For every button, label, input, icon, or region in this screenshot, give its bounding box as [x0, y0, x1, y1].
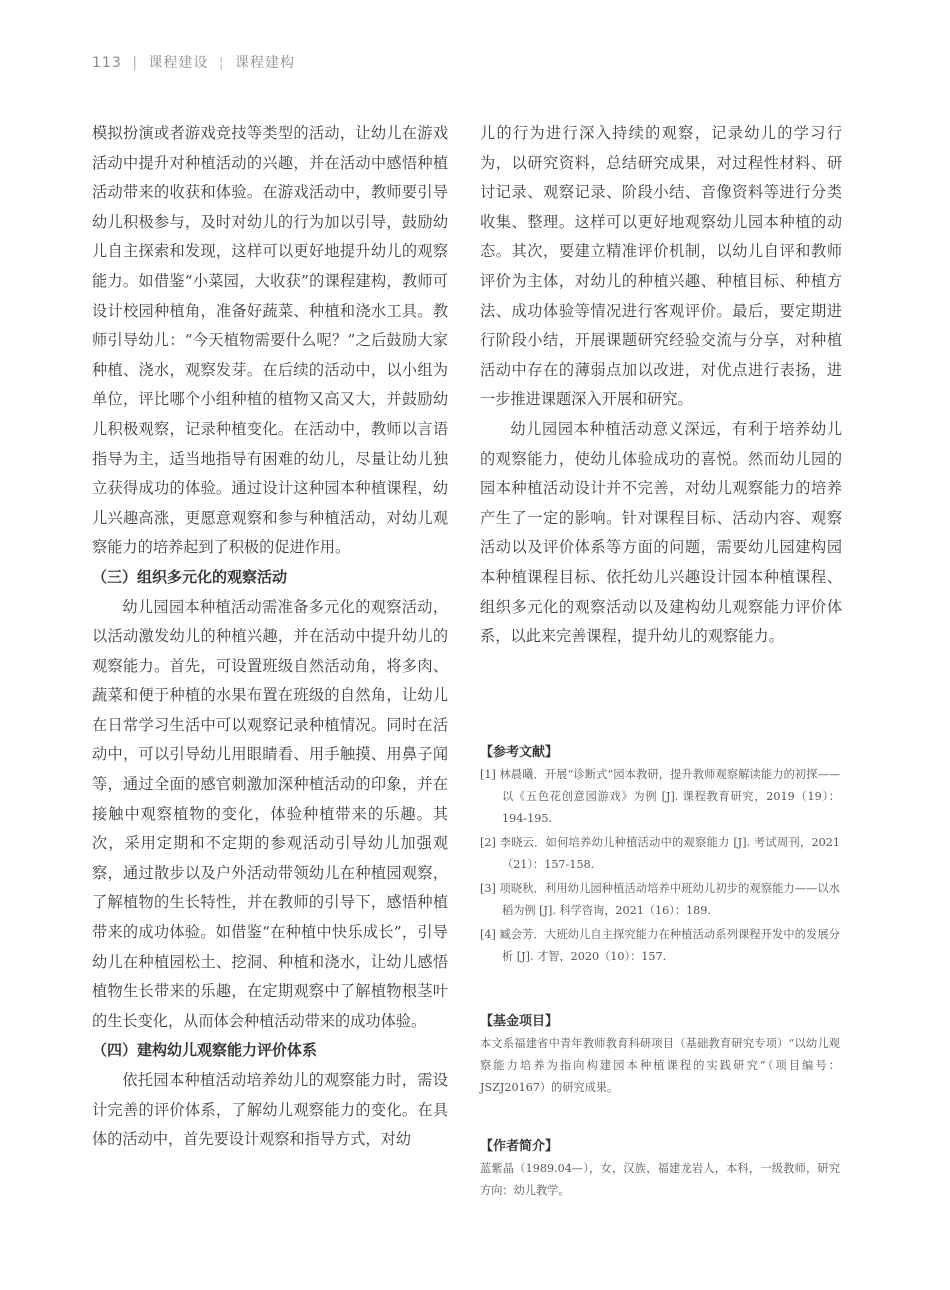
header-section: 课程建设 — [148, 55, 209, 71]
author-text: 蓝紫晶（1989.04—），女，汉族，福建龙岩人，本科，一级教师，研究方向：幼儿教学。 — [480, 1162, 840, 1197]
reference-item: [1] 林晨曦．开展“诊断式”园本教研，提升教师观察解读能力的初探——以《五色花创意园游戏》为例 [J]. 课程教育研究，2019（19）：194-195. — [480, 768, 840, 825]
fund-section — [480, 1010, 840, 1099]
header-separator: | — [132, 55, 138, 71]
header-subsection: 课程建构 — [234, 55, 295, 71]
header-separator: ¦ — [218, 55, 225, 71]
reference-item: [2] 李晓云．如何培养幼儿种植活动中的观察能力 [J]. 考试周刊，2021（21）：157-158. — [480, 836, 840, 871]
running-header — [92, 52, 295, 72]
right-column — [480, 119, 842, 652]
fund-title: 【基金项目】 — [480, 1014, 559, 1029]
paragraph: 模拟扮演或者游戏竞技等类型的活动，让幼儿在游戏活动中提升对种植活动的兴趣，并在活动中感悟种植活动带来的收获和体验。在游戏活动中，教师要引导幼儿积极参与，及时对幼儿的行为加以引导，鼓励幼儿自主探索和发现，这样可以更好地提升幼儿的观察能力。如借鉴“小菜园，大收获”的课程建构，教师可设计校园种植角，准备好蔬菜、种植和浇水工具。教师引导幼儿：“今天植物需要什么呢？”之后鼓励大家种植、浇水，观察发芽。在后续的活动中，以小组为单位，评比哪个小组种植的植物又高又大，并鼓励幼儿积极观察，记录种植变化。在活动中，教师以言语指导为主，适当地指导有困难的幼儿，尽量让幼儿独立获得成功的体验。通过设计这种园本种植课程，幼儿兴趣高涨，更愿意观察和参与种植活动，对幼儿观察能力的培养起到了积极的促进作用。 — [92, 124, 448, 557]
references-section — [480, 741, 840, 970]
section-heading: （三）组织多元化的观察活动 — [92, 567, 288, 586]
paragraph: 依托园本种植活动培养幼儿的观察能力时，需设计完善的评价体系，了解幼儿观察能力的变化。在具体的活动中，首先要设计观察和指导方式，对幼 — [92, 1071, 448, 1149]
paragraph: 儿的行为进行深入持续的观察，记录幼儿的学习行为，以研究资料，总结研究成果，对过程性材料、研讨记录、观察记录、阶段小结、音像资料等进行分类收集、整理。这样可以更好地观察幼儿园本种植的动态。其次，要建立精准评价机制，以幼儿自评和教师评价为主体，对幼儿的种植兴趣、种植目标、种植方法、成功体验等情况进行客观评价。最后，要定期进行阶段小结，开展课题研究经验交流与分享，对种植活动中存在的薄弱点加以改进，对优点进行表扬，进一步推进课题深入开展和研究。 — [480, 124, 842, 409]
paragraph: 幼儿园园本种植活动意义深远，有利于培养幼儿的观察能力，使幼儿体验成功的喜悦。然而幼儿园的园本种植活动设计并不完善，对幼儿观察能力的培养产生了一定的影响。针对课程目标、活动内容、观察活动以及评价体系等方面的问题，需要幼儿园建构园本种植课程目标、依托幼儿兴趣设计园本种植课程、组织多元化的观察活动以及建构幼儿观察能力评价体系，以此来完善课程，提升幼儿的观察能力。 — [480, 419, 842, 646]
author-title: 【作者简介】 — [480, 1139, 559, 1154]
reference-item: [3] 项晓秋．利用幼儿园种植活动培养中班幼儿初步的观察能力——以水稻为例 [J]. 科学咨询，2021（16）：189. — [480, 882, 840, 917]
paragraph: 幼儿园园本种植活动需准备多元化的观察活动，以活动激发幼儿的种植兴趣，并在活动中提升幼儿的观察能力。首先，可设置班级自然活动角，将多肉、蔬菜和便于种植的水果布置在班级的自然角，让幼儿在日常学习生活中可以观察记录种植情况。同时在活动中，可以引导幼儿用眼睛看、用手触摸、用鼻子闻等，通过全面的感官刺激加深种植活动的印象，并在接触中观察植物的变化，体验种植带来的乐趣。其次，采用定期和不定期的参观活动引导幼儿加强观察，通过散步以及户外活动带领幼儿在种植园观察，了解植物的生长特性，并在教师的引导下，感悟种植带来的成功体验。如借鉴“在种植中快乐成长”，引导幼儿在种植园松土、挖洞、种植和浇水，让幼儿感悟植物生长带来的乐趣，在定期观察中了解植物根茎叶的生长变化，从而体会种植活动带来的成功体验。 — [92, 597, 448, 1030]
page-number: 113 — [92, 55, 122, 71]
author-section — [480, 1135, 840, 1202]
references-title: 【参考文献】 — [480, 745, 559, 760]
fund-text: 本文系福建省中青年教师教育科研项目（基础教育研究专项）“以幼儿观察能力培养为指向构建园本种植课程的实践研究”（项目编号：JSZJ20167）的研究成果。 — [480, 1037, 840, 1094]
reference-item: [4] 臧会芳．大班幼儿自主探究能力在种植活动系列课程开发中的发展分析 [J]. 才智，2020（10）：157. — [480, 928, 840, 963]
section-heading: （四）建构幼儿观察能力评价体系 — [92, 1041, 318, 1060]
left-column — [92, 119, 448, 1155]
